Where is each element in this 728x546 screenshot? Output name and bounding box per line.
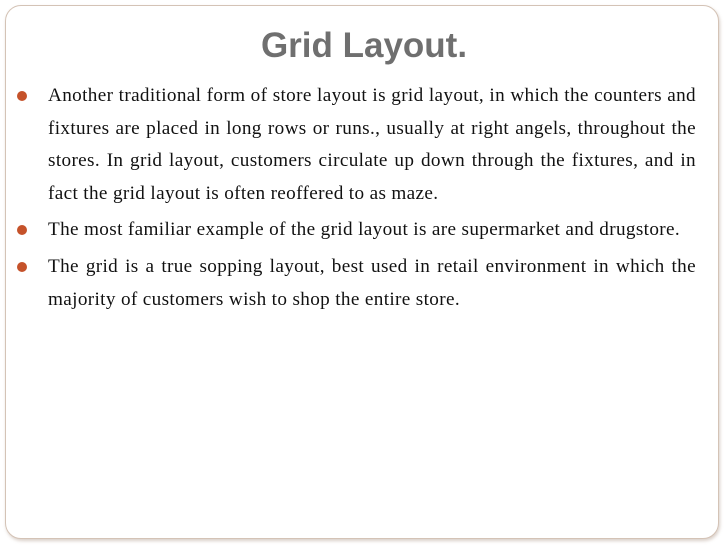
bullet-item-2 xyxy=(48,214,696,247)
bullet-dot-icon xyxy=(17,262,27,272)
bullet-text-2: The most familiar example of the grid layout is are supermarket and drugstore. xyxy=(48,219,681,241)
bullet-text-3: The grid is a true sopping layout, best used in retail environment in which the majority of customers wish to shop the entire store. xyxy=(48,255,696,310)
bullet-item-3 xyxy=(48,251,696,316)
slide-title: Grid Layout. xyxy=(260,26,468,65)
bullet-text-1: Another traditional form of store layout is grid layout, in which the counters and fixtures are placed in long rows or runs., usually at right angels, throughout the stores. In grid layout, customers circulate up down through the fixtures, and in fact the grid layout is often reoffered to as maze. xyxy=(48,85,696,204)
bullet-item-1 xyxy=(48,80,696,210)
bullet-dot-icon xyxy=(17,91,27,101)
bullet-list xyxy=(48,80,696,320)
